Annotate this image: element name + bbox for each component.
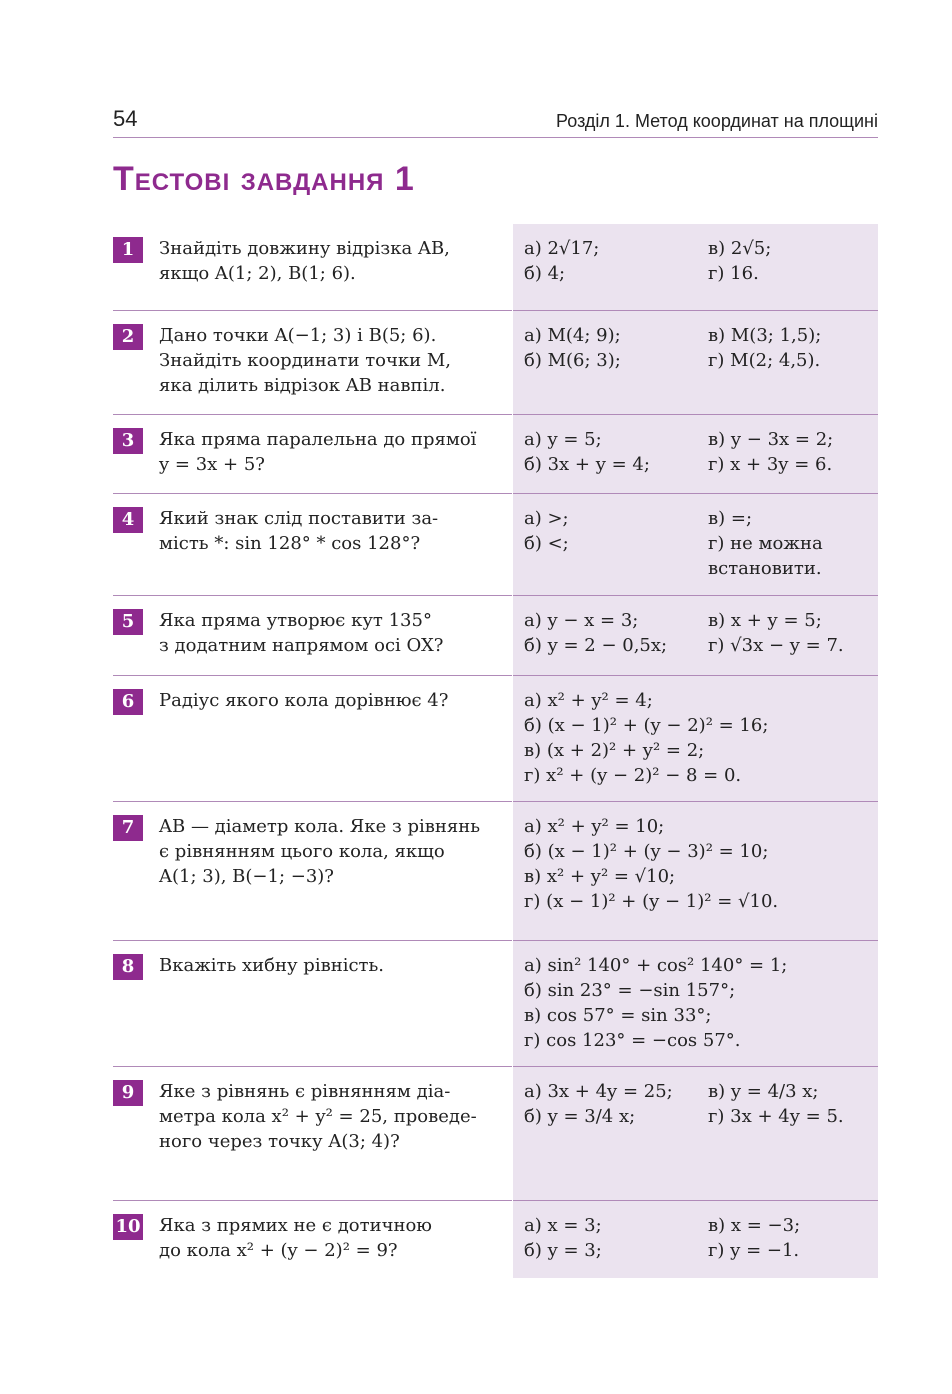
test-row bbox=[113, 801, 878, 940]
answer-option: б) 4; bbox=[524, 263, 566, 284]
question-number-badge: 8 bbox=[113, 954, 143, 980]
answer-option: в) 2√5; bbox=[708, 238, 772, 259]
answer-option: г) M(2; 4,5). bbox=[708, 349, 821, 371]
question-text: Яка пряма паралельна до прямої y = 3x + 5? bbox=[159, 428, 477, 475]
answers-cell bbox=[513, 801, 879, 940]
question-number-badge: 6 bbox=[113, 689, 143, 715]
answer-option: в) cos 57° = sin 33°; bbox=[524, 1004, 712, 1026]
answer-options bbox=[513, 941, 878, 1063]
question-cell bbox=[113, 801, 513, 940]
header-rule bbox=[113, 137, 878, 138]
section-title: Тестові завдання 1 bbox=[113, 160, 415, 198]
question-cell bbox=[113, 940, 513, 1066]
answers-cell bbox=[513, 310, 879, 414]
question-text: Який знак слід поставити за- мість *: sin 128° * cos 128°? bbox=[159, 507, 439, 554]
answer-option: а) sin² 140° + cos² 140° = 1; bbox=[524, 954, 788, 976]
question-number-badge: 4 bbox=[113, 507, 143, 533]
question-number-badge: 7 bbox=[113, 815, 143, 841]
answer-option: а) >; bbox=[524, 507, 569, 529]
question-number-badge: 2 bbox=[113, 324, 143, 350]
test-row bbox=[113, 940, 878, 1066]
answer-options bbox=[513, 596, 878, 668]
answer-option: б) (x − 1)² + (y − 3)² = 10; bbox=[524, 840, 769, 862]
question-number-badge: 9 bbox=[113, 1080, 143, 1106]
answers-cell bbox=[513, 595, 879, 675]
answer-options bbox=[513, 676, 878, 798]
answer-options bbox=[513, 224, 878, 296]
answer-option: в) (x + 2)² + y² = 2; bbox=[524, 739, 705, 761]
answers-cell bbox=[513, 1066, 879, 1200]
answers-cell bbox=[513, 414, 879, 493]
test-row bbox=[113, 414, 878, 493]
answer-option: а) M(4; 9); bbox=[524, 324, 621, 346]
answer-option: б) y = 3; bbox=[524, 1239, 602, 1261]
question-cell bbox=[113, 310, 513, 414]
answer-option: г) x + 3y = 6. bbox=[708, 453, 833, 475]
question-text: Вкажіть хибну рівність. bbox=[159, 954, 385, 976]
answers-cell bbox=[513, 1200, 879, 1278]
answer-option: в) y − 3x = 2; bbox=[708, 428, 834, 450]
answer-options bbox=[513, 1067, 878, 1139]
answer-option: б) y = 3/4 x; bbox=[524, 1105, 636, 1127]
question-text: AB — діаметр кола. Яке з рівнянь є рівнянням цього кола, якщо A(1; 3), B(−1; −3)? bbox=[159, 815, 481, 887]
answers-cell bbox=[513, 493, 879, 595]
answer-option: г) не можна встановити. bbox=[708, 532, 823, 579]
answer-options bbox=[513, 311, 878, 383]
answers-cell bbox=[513, 675, 879, 801]
test-row bbox=[113, 493, 878, 595]
question-text: Яке з рівнянь є рівнянням діа- метра кола x² + y² = 25, проведе- ного через точку A(3; 4)? bbox=[159, 1080, 477, 1152]
answer-option: а) x² + y² = 10; bbox=[524, 815, 665, 837]
answer-option: в) y = 4/3 x; bbox=[708, 1080, 819, 1102]
answer-option: г) cos 123° = −cos 57°. bbox=[524, 1029, 741, 1051]
question-cell bbox=[113, 414, 513, 493]
answer-option: в) x² + y² = √10; bbox=[524, 865, 676, 887]
answer-option: г) √3x − y = 7. bbox=[708, 634, 844, 656]
answer-option: а) y = 5; bbox=[524, 428, 602, 450]
test-row bbox=[113, 224, 878, 310]
answer-option: в) M(3; 1,5); bbox=[708, 324, 822, 346]
answer-options bbox=[513, 1201, 878, 1273]
page-number: 54 bbox=[113, 106, 138, 131]
question-number-badge: 5 bbox=[113, 609, 143, 635]
answer-option: б) M(6; 3); bbox=[524, 349, 621, 371]
answer-option: а) 2√17; bbox=[524, 238, 600, 259]
question-cell bbox=[113, 1066, 513, 1200]
question-text: Дано точки A(−1; 3) і B(5; 6). Знайдіть координати точки M, яка ділить відрізок AB навпіл. bbox=[159, 324, 452, 396]
answer-options bbox=[513, 494, 878, 591]
running-head: Розділ 1. Метод координат на площині bbox=[556, 111, 878, 131]
answer-option: б) y = 2 − 0,5x; bbox=[524, 634, 668, 656]
answer-option: г) x² + (y − 2)² − 8 = 0. bbox=[524, 764, 742, 786]
question-text: Яка з прямих не є дотичною до кола x² + (y − 2)² = 9? bbox=[159, 1214, 432, 1261]
question-number-badge: 3 bbox=[113, 428, 143, 454]
question-number-badge: 10 bbox=[113, 1214, 143, 1240]
question-cell bbox=[113, 224, 513, 310]
answer-options bbox=[513, 802, 878, 924]
answer-option: г) 16. bbox=[708, 263, 759, 284]
answer-option: г) 3x + 4y = 5. bbox=[708, 1105, 844, 1127]
answer-option: б) sin 23° = −sin 157°; bbox=[524, 979, 736, 1001]
test-row bbox=[113, 675, 878, 801]
answer-option: в) =; bbox=[708, 507, 753, 529]
answers-cell bbox=[513, 224, 879, 310]
answer-option: б) (x − 1)² + (y − 2)² = 16; bbox=[524, 714, 769, 736]
question-cell bbox=[113, 675, 513, 801]
tests-table bbox=[113, 224, 878, 1278]
question-cell bbox=[113, 1200, 513, 1278]
answer-option: в) x + y = 5; bbox=[708, 609, 822, 631]
test-row bbox=[113, 1066, 878, 1200]
test-row bbox=[113, 595, 878, 675]
answer-option: г) (x − 1)² + (y − 1)² = √10. bbox=[524, 890, 779, 912]
answers-cell bbox=[513, 940, 879, 1066]
answer-option: б) 3x + y = 4; bbox=[524, 453, 650, 475]
answer-option: а) x² + y² = 4; bbox=[524, 689, 653, 711]
question-text: Знайдіть довжину відрізка AB, якщо A(1; 2), B(1; 6). bbox=[159, 238, 450, 284]
answer-options bbox=[513, 415, 878, 487]
answer-option: а) y − x = 3; bbox=[524, 609, 639, 631]
answer-option: в) x = −3; bbox=[708, 1214, 801, 1236]
question-number-badge: 1 bbox=[113, 237, 143, 263]
answer-option: а) 3x + 4y = 25; bbox=[524, 1080, 673, 1102]
question-text: Радіус якого кола дорівнює 4? bbox=[159, 689, 449, 711]
question-cell bbox=[113, 493, 513, 595]
question-cell bbox=[113, 595, 513, 675]
test-row bbox=[113, 310, 878, 414]
answer-option: б) <; bbox=[524, 532, 569, 554]
answer-option: г) y = −1. bbox=[708, 1239, 800, 1261]
test-row bbox=[113, 1200, 878, 1278]
answer-option: а) x = 3; bbox=[524, 1214, 602, 1236]
question-text: Яка пряма утворює кут 135° з додатним напрямом осі OX? bbox=[159, 609, 444, 656]
